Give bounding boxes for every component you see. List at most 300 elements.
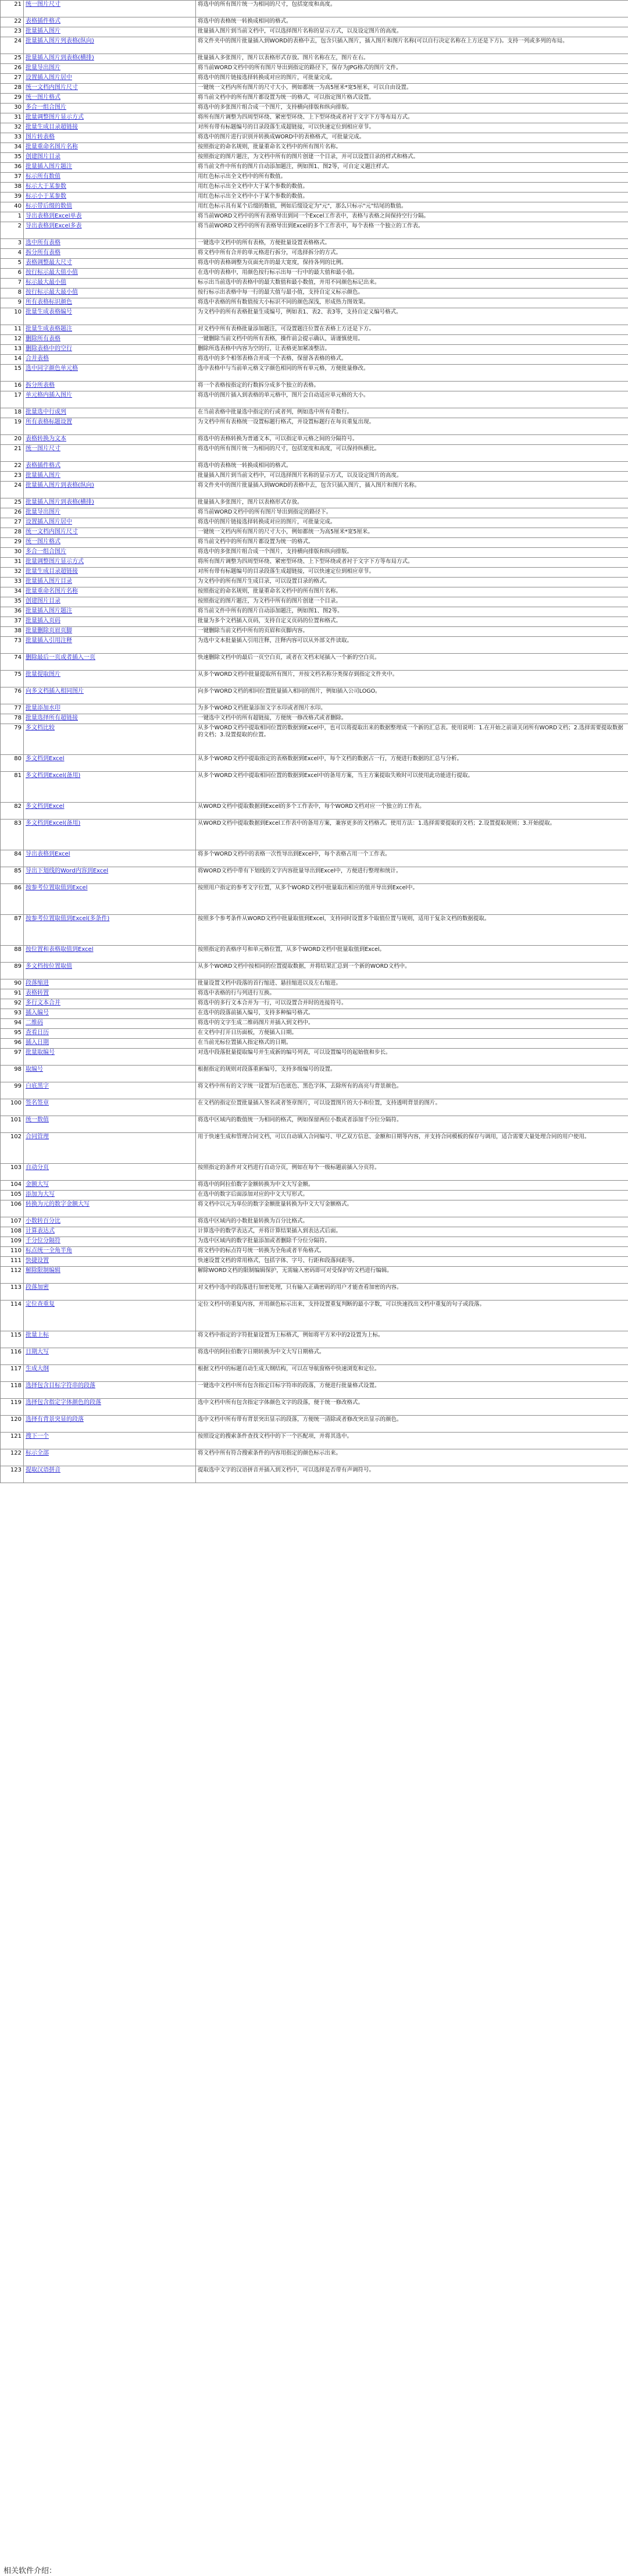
feature-name-link[interactable]: 多合一组合图片 <box>24 548 196 558</box>
row-number: 74 <box>1 654 24 671</box>
feature-name-link[interactable]: 按位置和表格取值到Excel <box>24 946 196 963</box>
feature-name-link[interactable]: 删除所有表格 <box>24 335 196 345</box>
feature-description: 按照指定的表格序号和单元格位置，从多个WORD文档中批量取值到Excel。 <box>196 946 628 963</box>
row-number: 114 <box>1 1301 24 1331</box>
feature-name-link[interactable]: 搜下一个 <box>24 1433 196 1449</box>
feature-description: 提取选中文字的汉语拼音并插入到文档中，可以选择是否带有声调符号。 <box>196 1466 628 1483</box>
feature-description: 在当前光标位置插入指定格式的日期。 <box>196 1039 628 1049</box>
row-number: 15 <box>1 365 24 382</box>
feature-description: 向多个WORD文档的相同位置批量插入相同的图片，例如插入公司LOGO。 <box>196 687 628 704</box>
feature-name-link[interactable]: 签名签章 <box>24 1099 196 1116</box>
table-row <box>1 1348 628 1365</box>
feature-name-link[interactable]: 表格转换为文本 <box>24 435 196 445</box>
feature-name-link[interactable]: 批量插入图片题注 <box>24 163 196 173</box>
feature-description: 将选中的表格转换为普通文本，可以指定单元格之间的分隔符号。 <box>196 435 628 445</box>
feature-name-link[interactable]: 拆分所表格 <box>24 382 196 391</box>
table-row <box>1 64 628 74</box>
feature-name-link[interactable]: 批量生成表格编号 <box>24 308 196 325</box>
feature-name-link[interactable]: 白底黑字 <box>24 1082 196 1099</box>
table-row <box>1 382 628 391</box>
feature-name-link[interactable]: 日期大写 <box>24 1348 196 1365</box>
feature-name-link[interactable]: 批量上标 <box>24 1331 196 1348</box>
feature-description: 批量为多个文档插入页码，支持自定义页码的位置和格式。 <box>196 617 628 627</box>
row-number: 37 <box>1 617 24 627</box>
table-row <box>1 239 628 249</box>
feature-name-link[interactable]: 二维码 <box>24 1019 196 1029</box>
feature-name-link[interactable]: 多文档比较 <box>24 724 196 755</box>
row-number: 8 <box>1 288 24 298</box>
feature-name-link[interactable]: 删除最后一页或者插入一页 <box>24 654 196 671</box>
feature-name-link[interactable]: 导出表格到Excel多表 <box>24 222 196 239</box>
table-row <box>1 498 628 508</box>
table-row <box>1 298 628 308</box>
table-row <box>1 37 628 54</box>
table-row <box>1 445 628 462</box>
table-row <box>1 355 628 365</box>
table-row <box>1 1200 628 1217</box>
table-row <box>1 803 628 820</box>
feature-name-link[interactable]: 统一图片尺寸 <box>24 1 196 17</box>
table-row <box>1 54 628 64</box>
feature-description: 快速删除文档中的最后一页空白页，或者在文档末尾插入一个新的空白页。 <box>196 654 628 671</box>
feature-name-link[interactable]: 删除表格中的空行 <box>24 345 196 355</box>
feature-name-link[interactable]: 批量插入图片 <box>24 472 196 482</box>
row-number: 17 <box>1 391 24 408</box>
related-software-label: 相关软件介绍： <box>3 2567 57 2575</box>
feature-name-link[interactable]: 多文档到Excel <box>24 803 196 820</box>
feature-name-link[interactable]: 批量插入图片列表格(纵向) <box>24 37 196 54</box>
feature-name-link[interactable]: 批量生成表格题注 <box>24 325 196 335</box>
row-number: 37 <box>1 173 24 183</box>
row-number: 121 <box>1 1433 24 1449</box>
table-row <box>1 1164 628 1181</box>
row-number: 28 <box>1 528 24 538</box>
table-row <box>1 288 628 298</box>
feature-name-link[interactable]: 合同管理 <box>24 1133 196 1164</box>
row-number: 95 <box>1 1029 24 1039</box>
table-row <box>1 587 628 597</box>
feature-name-link[interactable]: 千分位分隔符 <box>24 1237 196 1247</box>
feature-description: 批量插入图片到当前文档中，可以选择图片名称的显示方式，以及设定图片的高度。 <box>196 27 628 37</box>
table-row <box>1 714 628 724</box>
feature-name-link[interactable]: 段落加密 <box>24 1284 196 1301</box>
feature-name-link[interactable]: 多文档到Excel <box>24 755 196 772</box>
row-number: 7 <box>1 279 24 288</box>
feature-description: 一键选中文档中的所有超链接，方便统一修改格式或者删除。 <box>196 714 628 724</box>
row-number: 84 <box>1 850 24 867</box>
feature-name-link[interactable]: 批量选中行或列 <box>24 408 196 418</box>
feature-name-link[interactable]: 批量删除页眉页脚 <box>24 627 196 637</box>
feature-name-link[interactable]: 批量导出图片 <box>24 64 196 74</box>
row-number: 81 <box>1 772 24 803</box>
feature-name-link[interactable]: 选择包含指定字体颜色的段落 <box>24 1399 196 1416</box>
feature-name-link[interactable]: 按行标示最大最小值 <box>24 288 196 298</box>
row-number: 33 <box>1 578 24 587</box>
feature-description: 将选中的多张图片组合成一个图片，支持横向排版和纵向排版。 <box>196 104 628 113</box>
table-row <box>1 538 628 548</box>
row-number: 40 <box>1 202 24 212</box>
table-row <box>1 755 628 772</box>
feature-name-link[interactable]: 多行文本合并 <box>24 999 196 1009</box>
feature-name-link[interactable]: 批量调整图片显示方式 <box>24 113 196 123</box>
row-number: 79 <box>1 724 24 755</box>
table-row <box>1 1237 628 1247</box>
table-row <box>1 212 628 222</box>
row-number: 96 <box>1 1039 24 1049</box>
feature-name-link[interactable]: 批量选择所有超链接 <box>24 714 196 724</box>
feature-description: 将选中的图片链接选择转换成对应的图片，可批量完成。 <box>196 518 628 528</box>
feature-name-link[interactable]: 所有表格标识颜色 <box>24 298 196 308</box>
row-number: 9 <box>1 298 24 308</box>
feature-description: 将文档中的标点符号统一转换为全角或者半角格式。 <box>196 1247 628 1257</box>
feature-description: 从多个WORD文档中提取相同位置的数据到Excel中，也可以将提取出来的数据整理成一个新的汇总表。使用说明：1.在开始之前请关闭所有WORD文档；2.选择需要提取数据的文档；3.设置提取的位置。 <box>196 724 628 755</box>
feature-description: 将选中的表格统一转换成相同的格式。 <box>196 17 628 27</box>
feature-name-link[interactable]: 取编号 <box>24 1066 196 1082</box>
table-row <box>1 1049 628 1066</box>
row-number: 29 <box>1 94 24 104</box>
feature-description: 选中文档中所有带有背景突出显示的段落，方便统一清除或者修改突出显示的颜色。 <box>196 1416 628 1433</box>
feature-description: 将当前文件中所有的图片自动添加题注，例如图1、图2等。 <box>196 607 628 617</box>
row-number: 22 <box>1 462 24 472</box>
feature-name-link[interactable]: 生成大纲 <box>24 1365 196 1382</box>
row-number: 113 <box>1 1284 24 1301</box>
feature-name-link[interactable]: 批量添加水印 <box>24 704 196 714</box>
table-row <box>1 173 628 183</box>
feature-name-link[interactable]: 选择有背景突显的段落 <box>24 1416 196 1433</box>
row-number: 98 <box>1 1066 24 1082</box>
feature-name-link[interactable]: 拆分所有表格 <box>24 249 196 259</box>
feature-name-link[interactable]: 设置插入图片居中 <box>24 74 196 84</box>
feature-description: 选中表格中与当前单元格文字颜色相同的所有单元格，方便批量修改。 <box>196 365 628 382</box>
feature-name-link[interactable]: 多文档到Excel(备用) <box>24 820 196 850</box>
table-row <box>1 1365 628 1382</box>
table-row <box>1 671 628 687</box>
feature-description: 对选中段落批量提取编号并生成新的编号列表，可以设置编号的起始值和步长。 <box>196 1049 628 1066</box>
table-row <box>1 391 628 408</box>
table-row <box>1 435 628 445</box>
row-number: 34 <box>1 143 24 153</box>
table-row <box>1 627 628 637</box>
feature-description: 从WORD文档中提取数据到Excel的多个工作表中，每个WORD文档对应一个独立的工作表。 <box>196 803 628 820</box>
row-number: 93 <box>1 1009 24 1019</box>
table-row <box>1 617 628 627</box>
table-row <box>1 84 628 94</box>
feature-name-link[interactable]: 自动分页 <box>24 1164 196 1181</box>
feature-description: 将当前WORD文档中的所有图片导出到指定的路径下，保存为JPG格式的图片文件。 <box>196 64 628 74</box>
feature-description: 将当前文档中的所有图片都设置为统一的格式，可以指定图片格式设置。 <box>196 94 628 104</box>
feature-description: 将文件夹中的图片批量插入到WORD的表格中去，包含只插入图片，插入图片和图片名称(可以自行决定名称在上方还是下方)。支持一列或多列的布局。 <box>196 37 628 54</box>
feature-name-link[interactable]: 标示全部 <box>24 1449 196 1466</box>
feature-description: 从多个WORD文档中按相同的位置提取数据，并将结果汇总到一个新的WORD文档中。 <box>196 963 628 979</box>
feature-description: 在文档中打开日历面板，方便插入日期。 <box>196 1029 628 1039</box>
feature-name-link[interactable]: 表格调整最大尺寸 <box>24 259 196 269</box>
feature-description: 将选中的所有图片统一为相同的尺寸，包括宽度和高度。 <box>196 1 628 17</box>
feature-description: 对文档中选中的段落进行加密处理，只有输入正确密码的用户才能查看加密的内容。 <box>196 1284 628 1301</box>
row-number: 30 <box>1 548 24 558</box>
table-row <box>1 418 628 435</box>
table-row <box>1 704 628 714</box>
feature-name-link[interactable]: 提取汉语拼音 <box>24 1466 196 1483</box>
feature-name-link[interactable]: 向多文档插入相同图片 <box>24 687 196 704</box>
feature-name-link[interactable]: 多合一组合图片 <box>24 104 196 113</box>
row-number: 24 <box>1 37 24 54</box>
table-row <box>1 153 628 163</box>
row-number: 36 <box>1 163 24 173</box>
feature-description: 将选中区域内的小数批量转换为百分比格式。 <box>196 1217 628 1227</box>
table-row <box>1 518 628 528</box>
feature-name-link[interactable]: 标点统一全角半角 <box>24 1247 196 1257</box>
row-number: 105 <box>1 1191 24 1200</box>
table-row <box>1 963 628 979</box>
table-row <box>1 1284 628 1301</box>
feature-description: 一键选中文档中所有包含指定目标字符串的段落，方便进行批量格式设置。 <box>196 1382 628 1399</box>
feature-name-link[interactable]: 图片转表格 <box>24 133 196 143</box>
table-row <box>1 1416 628 1433</box>
row-number: 16 <box>1 382 24 391</box>
row-number: 23 <box>1 27 24 37</box>
feature-name-link[interactable]: 批量调整图片显示方式 <box>24 558 196 568</box>
table-row <box>1 325 628 335</box>
feature-name-link[interactable]: 快捷设置 <box>24 1257 196 1267</box>
feature-description: 从WORD文档中提取数据到Excel工作表中的备用方案，兼容更多的文档格式。使用方法：1.选择需要提取的文档；2.设置提取规则；3.开始提取。 <box>196 820 628 850</box>
feature-name-link[interactable]: 选择包含目标字符串的段落 <box>24 1382 196 1399</box>
feature-name-link[interactable]: 标示小于某参数 <box>24 193 196 202</box>
row-number: 75 <box>1 671 24 687</box>
feature-name-link[interactable]: 插入日期 <box>24 1039 196 1049</box>
feature-description: 将选中的表格调整为页面允许的最大宽度，保持各列的比例。 <box>196 259 628 269</box>
row-number: 33 <box>1 133 24 143</box>
row-number: 78 <box>1 714 24 724</box>
feature-description: 将当前文档中的所有图片都设置为统一的格式。 <box>196 538 628 548</box>
feature-name-link[interactable]: 小数转百分比 <box>24 1217 196 1227</box>
feature-name-link[interactable]: 设置插入图片居中 <box>24 518 196 528</box>
feature-name-link[interactable]: 按参考位置取值到Excel(多条件) <box>24 915 196 946</box>
table-row <box>1 472 628 482</box>
table-row <box>1 946 628 963</box>
feature-name-link[interactable]: 查看日历 <box>24 1029 196 1039</box>
feature-description: 按照多个参考条件从WORD文档中批量取值到Excel，支持同时设置多个取值位置与规则，适用于复杂文档的数据提取。 <box>196 915 628 946</box>
row-number: 22 <box>1 17 24 27</box>
table-row <box>1 1433 628 1449</box>
table-row <box>1 1082 628 1099</box>
feature-description: 将选中的所有图片统一为相同的尺寸，包括宽度和高度，可以保持纵横比。 <box>196 445 628 462</box>
table-row <box>1 1257 628 1267</box>
table-row <box>1 548 628 558</box>
table-row <box>1 482 628 498</box>
feature-name-link[interactable]: 批量插入图片到表格(横排) <box>24 54 196 64</box>
table-row <box>1 1133 628 1164</box>
feature-name-link[interactable]: 批量重命名图片名称 <box>24 587 196 597</box>
feature-name-link[interactable]: 批量插入图片到表格(纵向) <box>24 482 196 498</box>
row-number: 123 <box>1 1466 24 1483</box>
feature-description: 按照指定的图片题注，为文档中所有的图片创建一个目录，并可以设置目录的样式和格式。 <box>196 153 628 163</box>
feature-name-link[interactable]: 批量生成目录超链接 <box>24 123 196 133</box>
row-number: 19 <box>1 418 24 435</box>
feature-name-link[interactable]: 多文档按位置取值 <box>24 963 196 979</box>
table-row <box>1 597 628 607</box>
feature-name-link[interactable]: 解除限制编辑 <box>24 1267 196 1284</box>
feature-description: 用红色标示具有某个后缀的数值，例如后缀设定为"元"，那么只标示"元"结尾的数值。 <box>196 202 628 212</box>
feature-name-link[interactable]: 段落缩进 <box>24 979 196 989</box>
table-row <box>1 1009 628 1019</box>
feature-table-body <box>1 1 628 1483</box>
row-number: 88 <box>1 946 24 963</box>
feature-name-link[interactable]: 标示所有数值 <box>24 173 196 183</box>
table-row <box>1 335 628 345</box>
feature-name-link[interactable]: 批量插入引用注释 <box>24 637 196 654</box>
row-number: 89 <box>1 963 24 979</box>
row-number: 104 <box>1 1181 24 1191</box>
feature-description: 按照指定的条件对文档进行自动分页，例如在每个一级标题前插入分页符。 <box>196 1164 628 1181</box>
row-number: 87 <box>1 915 24 946</box>
table-row <box>1 462 628 472</box>
feature-description: 一键删除当前文档中所有的页眉和页脚内容。 <box>196 627 628 637</box>
feature-name-link[interactable]: 批量提取图片 <box>24 671 196 687</box>
feature-description: 按照用户指定的参考文字位置，从多个WORD文档中批量取出相应的值并导出到Excel中。 <box>196 884 628 915</box>
feature-description: 将文档中所有的文字统一设置为白色底色、黑色字体，去除所有的高亮与背景颜色。 <box>196 1082 628 1099</box>
feature-name-link[interactable]: 统一图片格式 <box>24 538 196 548</box>
table-row <box>1 113 628 123</box>
table-row <box>1 1039 628 1049</box>
feature-description: 将文件夹中的图片批量插入到WORD的表格中去，包含只插入图片，插入图片和图片名称。 <box>196 482 628 498</box>
feature-name-link[interactable]: 标示带后缀的数值 <box>24 202 196 212</box>
feature-description: 为文档中的所有图片生成目录，可以设置目录的格式。 <box>196 578 628 587</box>
table-row <box>1 202 628 212</box>
feature-description: 按照指定的命名规则，批量重命名文档中的所有图片名称。 <box>196 143 628 153</box>
feature-description: 用红色标示出全文档中大于某个参数的数值。 <box>196 183 628 193</box>
row-number: 32 <box>1 568 24 578</box>
feature-description: 在当前表格中批量选中指定的行或者列，例如选中所有奇数行。 <box>196 408 628 418</box>
feature-name-link[interactable]: 批量插入页码 <box>24 617 196 627</box>
feature-name-link[interactable]: 统一图片尺寸 <box>24 445 196 462</box>
feature-name-link[interactable]: 统一数值 <box>24 1116 196 1133</box>
table-row <box>1 279 628 288</box>
row-number: 4 <box>1 249 24 259</box>
feature-description: 从多个WORD文档中批量提取所有图片，并按文档名称分类保存到指定文件夹中。 <box>196 671 628 687</box>
table-row <box>1 94 628 104</box>
table-row <box>1 365 628 382</box>
row-number: 101 <box>1 1116 24 1133</box>
feature-name-link[interactable]: 统一文档内图片尺寸 <box>24 84 196 94</box>
feature-name-link[interactable]: 转换为元的数字金额大写 <box>24 1200 196 1217</box>
feature-name-link[interactable]: 表格插件格式 <box>24 17 196 27</box>
feature-name-link[interactable]: 统一文档内图片尺寸 <box>24 528 196 538</box>
feature-name-link[interactable]: 导出下划线的Word内容到Excel <box>24 867 196 884</box>
feature-name-link[interactable]: 批量插入图片到表格(横排) <box>24 498 196 508</box>
feature-description: 根据文档中的标题自动生成大纲结构，可以在导航窗格中快速浏览和定位。 <box>196 1365 628 1382</box>
feature-name-link[interactable]: 创建图片目录 <box>24 153 196 163</box>
feature-description: 批量插入图片到当前文档中，可以选择图片名称的显示方式，以及设定图片的高度。 <box>196 472 628 482</box>
row-number: 21 <box>1 445 24 462</box>
table-row <box>1 222 628 239</box>
row-number: 14 <box>1 355 24 365</box>
feature-description: 将当前文件中所有的图片自动添加题注，例如图1、图2等，可自定义题注样式。 <box>196 163 628 173</box>
row-number: 77 <box>1 704 24 714</box>
feature-name-link[interactable]: 批量插入图片题注 <box>24 607 196 617</box>
feature-description: 为选中区域内的数字批量添加或者删除千分位分隔符。 <box>196 1237 628 1247</box>
feature-name-link[interactable]: 单元格内插入图片 <box>24 391 196 408</box>
row-number: 80 <box>1 755 24 772</box>
table-row <box>1 558 628 568</box>
row-number: 26 <box>1 508 24 518</box>
feature-name-link[interactable]: 表格插件格式 <box>24 462 196 472</box>
feature-description: 定位文档中的重复内容，并用颜色标示出来，支持设置重复判断的最小字数，可以快速找出文档中重复的句子或段落。 <box>196 1301 628 1331</box>
feature-name-link[interactable]: 金额大写 <box>24 1181 196 1191</box>
row-number: 38 <box>1 627 24 637</box>
footer <box>0 2561 628 2576</box>
feature-name-link[interactable]: 定位查重复 <box>24 1301 196 1331</box>
feature-name-link[interactable]: 按行标示最大值小值 <box>24 269 196 279</box>
table-row <box>1 408 628 418</box>
feature-name-link[interactable]: 所有表格标题设置 <box>24 418 196 435</box>
row-number: 112 <box>1 1267 24 1284</box>
table-row <box>1 193 628 202</box>
feature-name-link[interactable]: 选中所有表格 <box>24 239 196 249</box>
row-number: 116 <box>1 1348 24 1365</box>
feature-name-link[interactable]: 批量插入图片目录 <box>24 578 196 587</box>
feature-name-link[interactable]: 计算表达式 <box>24 1227 196 1237</box>
feature-description: 在文档的指定位置批量插入签名或者签章图片，可以设置图片的大小和位置，支持透明背景的图片。 <box>196 1099 628 1116</box>
feature-description: 批量插入多张图片，图片以表格形式存放。图片名称在左，图片在右。 <box>196 54 628 64</box>
feature-name-link[interactable]: 批量插入图片 <box>24 27 196 37</box>
feature-description: 从多个WORD文档中提取相同位置的数据到Excel中的备用方案，当主方案提取失败时可以使用此功能进行提取。 <box>196 772 628 803</box>
row-number: 24 <box>1 482 24 498</box>
row-number: 90 <box>1 979 24 989</box>
feature-name-link[interactable]: 统一图片格式 <box>24 94 196 104</box>
feature-name-link[interactable]: 添加为大写 <box>24 1191 196 1200</box>
feature-name-link[interactable]: 多文档到Excel(备用) <box>24 772 196 803</box>
feature-name-link[interactable]: 标示最大最小值 <box>24 279 196 288</box>
row-number: 111 <box>1 1257 24 1267</box>
feature-description: 对文档中所有表格批量添加题注，可设置题注位置在表格上方还是下方。 <box>196 325 628 335</box>
feature-name-link[interactable]: 选中同字颜色单元格 <box>24 365 196 382</box>
feature-name-link[interactable]: 表格转置 <box>24 989 196 999</box>
feature-name-link[interactable]: 标示大于某参数 <box>24 183 196 193</box>
table-row <box>1 528 628 538</box>
feature-description: 对所有带有标题编号的目录段落生成超链接，可以快速定位到相应章节。 <box>196 123 628 133</box>
feature-name-link[interactable]: 批量生成目录超链接 <box>24 568 196 578</box>
feature-name-link[interactable]: 批量导出图片 <box>24 508 196 518</box>
row-number: 109 <box>1 1237 24 1247</box>
feature-description: 用红色标示出全文档中的所有数值。 <box>196 173 628 183</box>
row-number: 1 <box>1 212 24 222</box>
table-row <box>1 820 628 850</box>
feature-name-link[interactable]: 批量取编号 <box>24 1049 196 1066</box>
feature-name-link[interactable]: 导出表格到Excel <box>24 850 196 867</box>
row-number: 102 <box>1 1133 24 1164</box>
table-row <box>1 1247 628 1257</box>
table-row <box>1 979 628 989</box>
row-number: 6 <box>1 269 24 279</box>
row-number: 11 <box>1 325 24 335</box>
table-row <box>1 724 628 755</box>
table-row <box>1 568 628 578</box>
feature-description: 删除所选表格中内容为空的行，让表格更加紧凑整洁。 <box>196 345 628 355</box>
feature-name-link[interactable]: 合并表格 <box>24 355 196 365</box>
feature-name-link[interactable]: 导出表格到Excel单表 <box>24 212 196 222</box>
row-number: 26 <box>1 64 24 74</box>
row-number: 97 <box>1 1049 24 1066</box>
feature-name-link[interactable]: 创建图片目录 <box>24 597 196 607</box>
table-row <box>1 104 628 113</box>
feature-name-link[interactable]: 批量重命名图片名称 <box>24 143 196 153</box>
feature-name-link[interactable]: 按参考位置取值到Excel <box>24 884 196 915</box>
feature-description: 按照指定的图片题注，为文档中所有的图片创建一个目录。 <box>196 597 628 607</box>
feature-name-link[interactable]: 插入编号 <box>24 1009 196 1019</box>
table-row <box>1 345 628 355</box>
feature-description: 根据指定的规则对段落重新编号，支持多级编号的设置。 <box>196 1066 628 1082</box>
row-number: 39 <box>1 193 24 202</box>
